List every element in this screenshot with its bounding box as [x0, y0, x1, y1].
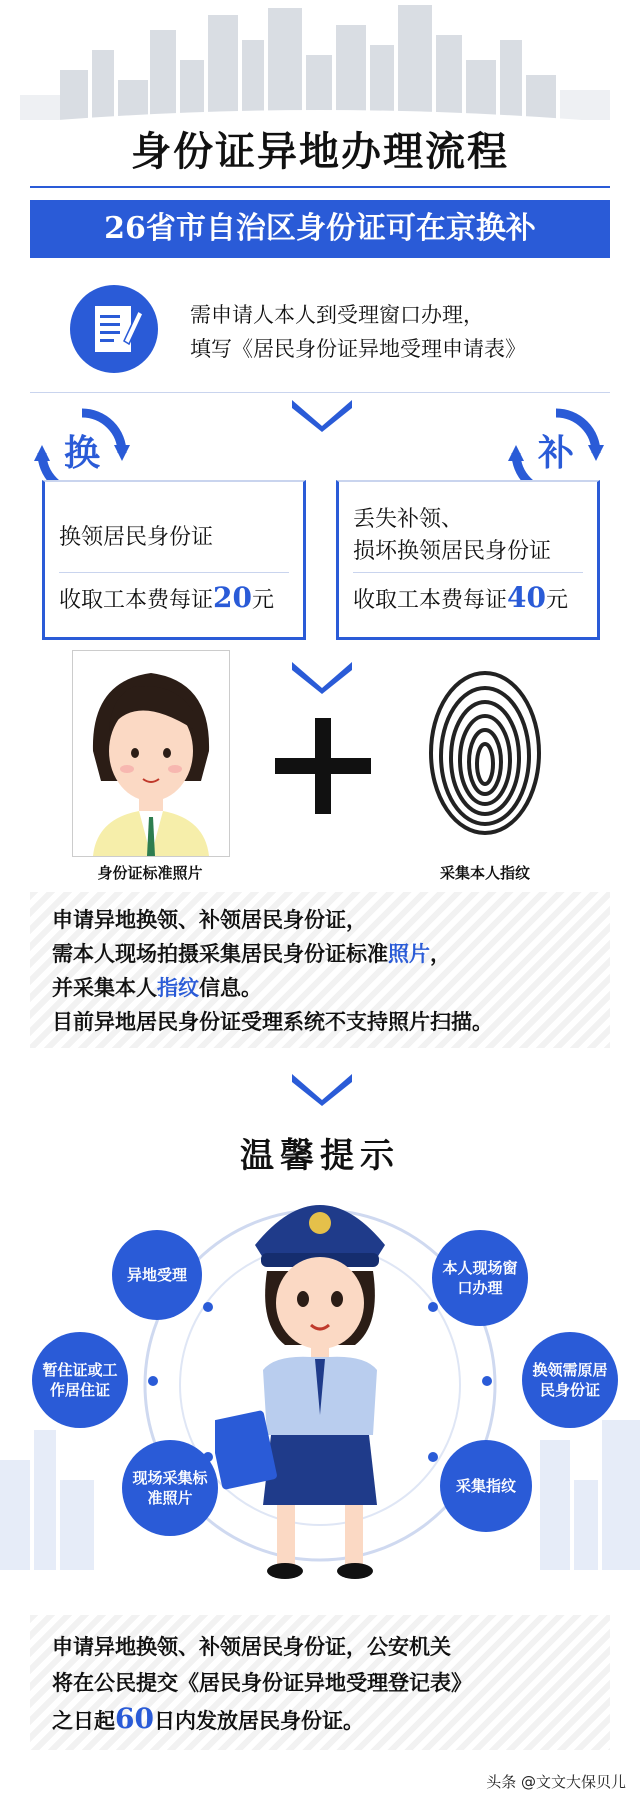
plus-icon — [275, 718, 371, 814]
replace-fee-prefix: 收取工本费每证 — [353, 588, 508, 613]
intro-divider — [30, 392, 610, 393]
note1-line-3-c: 信息。 — [199, 975, 262, 1000]
replace-line-2: 损坏换领居民身份证 — [353, 539, 552, 564]
tip-photo-capture: 现场采集标准照片 — [122, 1440, 218, 1536]
application-form-icon — [70, 285, 158, 373]
title-divider — [30, 186, 610, 188]
note2-line-1: 申请异地换领、补领居民身份证，公安机关 — [52, 1634, 451, 1659]
chevron-down-icon — [290, 660, 354, 694]
watermark: 头条 @文文大保贝儿 — [486, 1773, 626, 1791]
note1-fingerprint-highlight: 指纹 — [157, 975, 199, 1000]
intro-text — [190, 298, 526, 366]
tip-fingerprint: 采集指纹 — [440, 1440, 532, 1532]
note1-line-2 — [52, 938, 451, 970]
police-officer-illustration — [215, 1175, 425, 1585]
exchange-char: 换 — [63, 432, 100, 474]
note2-line-3-a: 之日起 — [52, 1708, 115, 1733]
note1-line-2-a: 需本人现场拍摄采集居民身份证标准 — [52, 941, 388, 966]
note1-line-3-a: 并采集本人 — [52, 975, 157, 1000]
exchange-fee-prefix: 收取工本费每证 — [59, 588, 214, 613]
connector-dot — [428, 1302, 438, 1312]
tips-title: 温馨提示 — [240, 1136, 400, 1176]
note1-line-1: 申请异地换领、补领居民身份证， — [52, 907, 367, 932]
fingerprint-icon — [425, 668, 545, 838]
intro-line-1: 需申请人本人到受理窗口办理， — [190, 303, 484, 327]
chevron-down-icon — [290, 1072, 354, 1106]
tip-remote-acceptance: 异地受理 — [112, 1230, 202, 1320]
exchange-fee-unit: 元 — [251, 588, 274, 613]
replace-fee — [353, 582, 568, 617]
exchange-card — [42, 480, 306, 640]
note2-line-3 — [52, 1701, 364, 1739]
replace-char: 补 — [537, 432, 574, 474]
note2-days-highlight: 60 — [115, 1702, 154, 1735]
exchange-fee — [59, 582, 274, 617]
exchange-line-1: 换领居民身份证 — [59, 525, 214, 550]
replace-line-1: 丢失补领、 — [353, 507, 464, 532]
note1-line-2-c: ， — [430, 941, 451, 966]
exchange-card-divider — [59, 572, 289, 573]
requirement-note — [30, 892, 610, 1048]
chevron-down-icon — [290, 398, 354, 432]
tip-residence-permit: 暂住证或工作居住证 — [32, 1332, 128, 1428]
note1-line-3 — [52, 972, 262, 1004]
note1-photo-highlight: 照片 — [388, 941, 430, 966]
city-skyline-illustration — [0, 0, 640, 130]
connector-dot — [428, 1452, 438, 1462]
replace-card-divider — [353, 572, 583, 573]
replace-card — [336, 480, 600, 640]
fingerprint-caption: 采集本人指纹 — [439, 864, 530, 882]
note2-line-3-c: 日内发放居民身份证。 — [153, 1708, 364, 1733]
connector-dot — [148, 1376, 158, 1386]
note2-line-2: 将在公民提交《居民身份证异地受理登记表》 — [52, 1670, 472, 1695]
id-photo-illustration — [72, 650, 230, 857]
connector-dot — [482, 1376, 492, 1386]
replace-fee-unit: 元 — [545, 588, 568, 613]
tip-original-id: 换领需原居民身份证 — [522, 1332, 618, 1428]
banner-heading: 26省市自治区身份证可在京换补 — [30, 200, 610, 258]
connector-dot — [203, 1302, 213, 1312]
exchange-fee-amount: 20 — [213, 581, 252, 614]
page-title: 身份证异地办理流程 — [131, 128, 509, 175]
note1-line-4: 目前异地居民身份证受理系统不支持照片扫描。 — [52, 1009, 493, 1034]
replace-fee-amount: 40 — [507, 581, 546, 614]
photo-caption: 身份证标准照片 — [97, 864, 203, 882]
issuance-note — [30, 1615, 610, 1750]
tip-in-person: 本人现场窗口办理 — [432, 1230, 528, 1326]
intro-line-2: 填写《居民身份证异地受理申请表》 — [190, 337, 526, 361]
